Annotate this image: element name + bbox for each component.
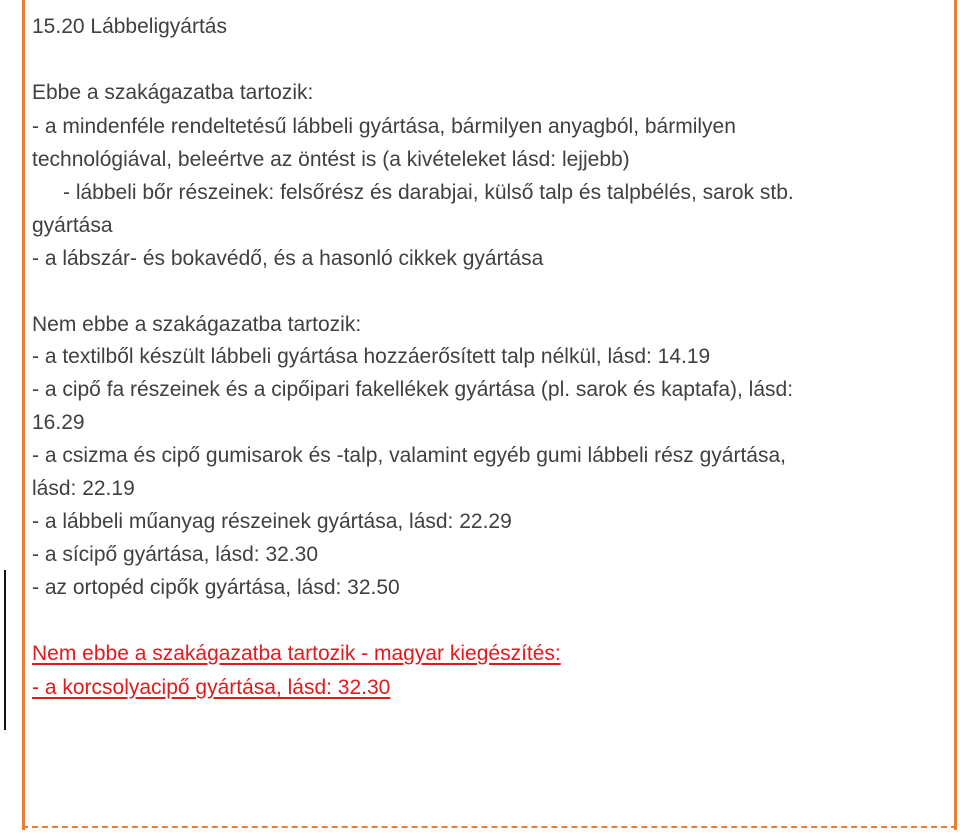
- supplement-line: - a korcsolyacipő gyártása, lásd: 32.30: [32, 676, 391, 699]
- section-heading: 15.20 Lábbeligyártás: [32, 15, 227, 38]
- excludes-line: - a textilből készült lábbeli gyártása hozzáerősített talp nélkül, lásd: 14.19: [32, 345, 711, 368]
- excludes-line: - az ortopéd cipők gyártása, lásd: 32.50: [32, 576, 400, 599]
- frame-left-border: [22, 0, 25, 830]
- includes-line: - a lábszár- és bokavédő, és a hasonló cikkek gyártása: [32, 247, 544, 270]
- excludes-line: - a cipő fa részeinek és a cipőipari fakellékek gyártása (pl. sarok és kaptafa), lásd:: [32, 378, 794, 401]
- excludes-title: Nem ebbe a szakágazatba tartozik:: [32, 313, 362, 336]
- excludes-line: - a sícipő gyártása, lásd: 32.30: [32, 543, 318, 566]
- includes-line: technológiával, beleértve az öntést is (a kivételeket lásd: lejjebb): [32, 148, 630, 171]
- includes-line: gyártása: [32, 214, 113, 237]
- frame-bottom-border: [22, 826, 957, 828]
- supplement-title: Nem ebbe a szakágazatba tartozik - magyar kiegészítés:: [32, 642, 561, 665]
- excludes-line: 16.29: [32, 411, 85, 434]
- frame-right-border: [954, 0, 957, 830]
- excludes-line: - a lábbeli műanyag részeinek gyártása, lásd: 22.29: [32, 510, 512, 533]
- includes-title: Ebbe a szakágazatba tartozik:: [32, 81, 314, 104]
- margin-change-bar: [4, 570, 6, 730]
- excludes-line: - a csizma és cipő gumisarok és -talp, valamint egyéb gumi lábbeli rész gyártása,: [32, 444, 786, 467]
- includes-line: - a mindenféle rendeltetésű lábbeli gyártása, bármilyen anyagból, bármilyen: [32, 115, 736, 138]
- excludes-line: lásd: 22.19: [32, 477, 135, 500]
- includes-line: - lábbeli bőr részeinek: felsőrész és darabjai, külső talp és talpbélés, sarok stb.: [63, 181, 794, 204]
